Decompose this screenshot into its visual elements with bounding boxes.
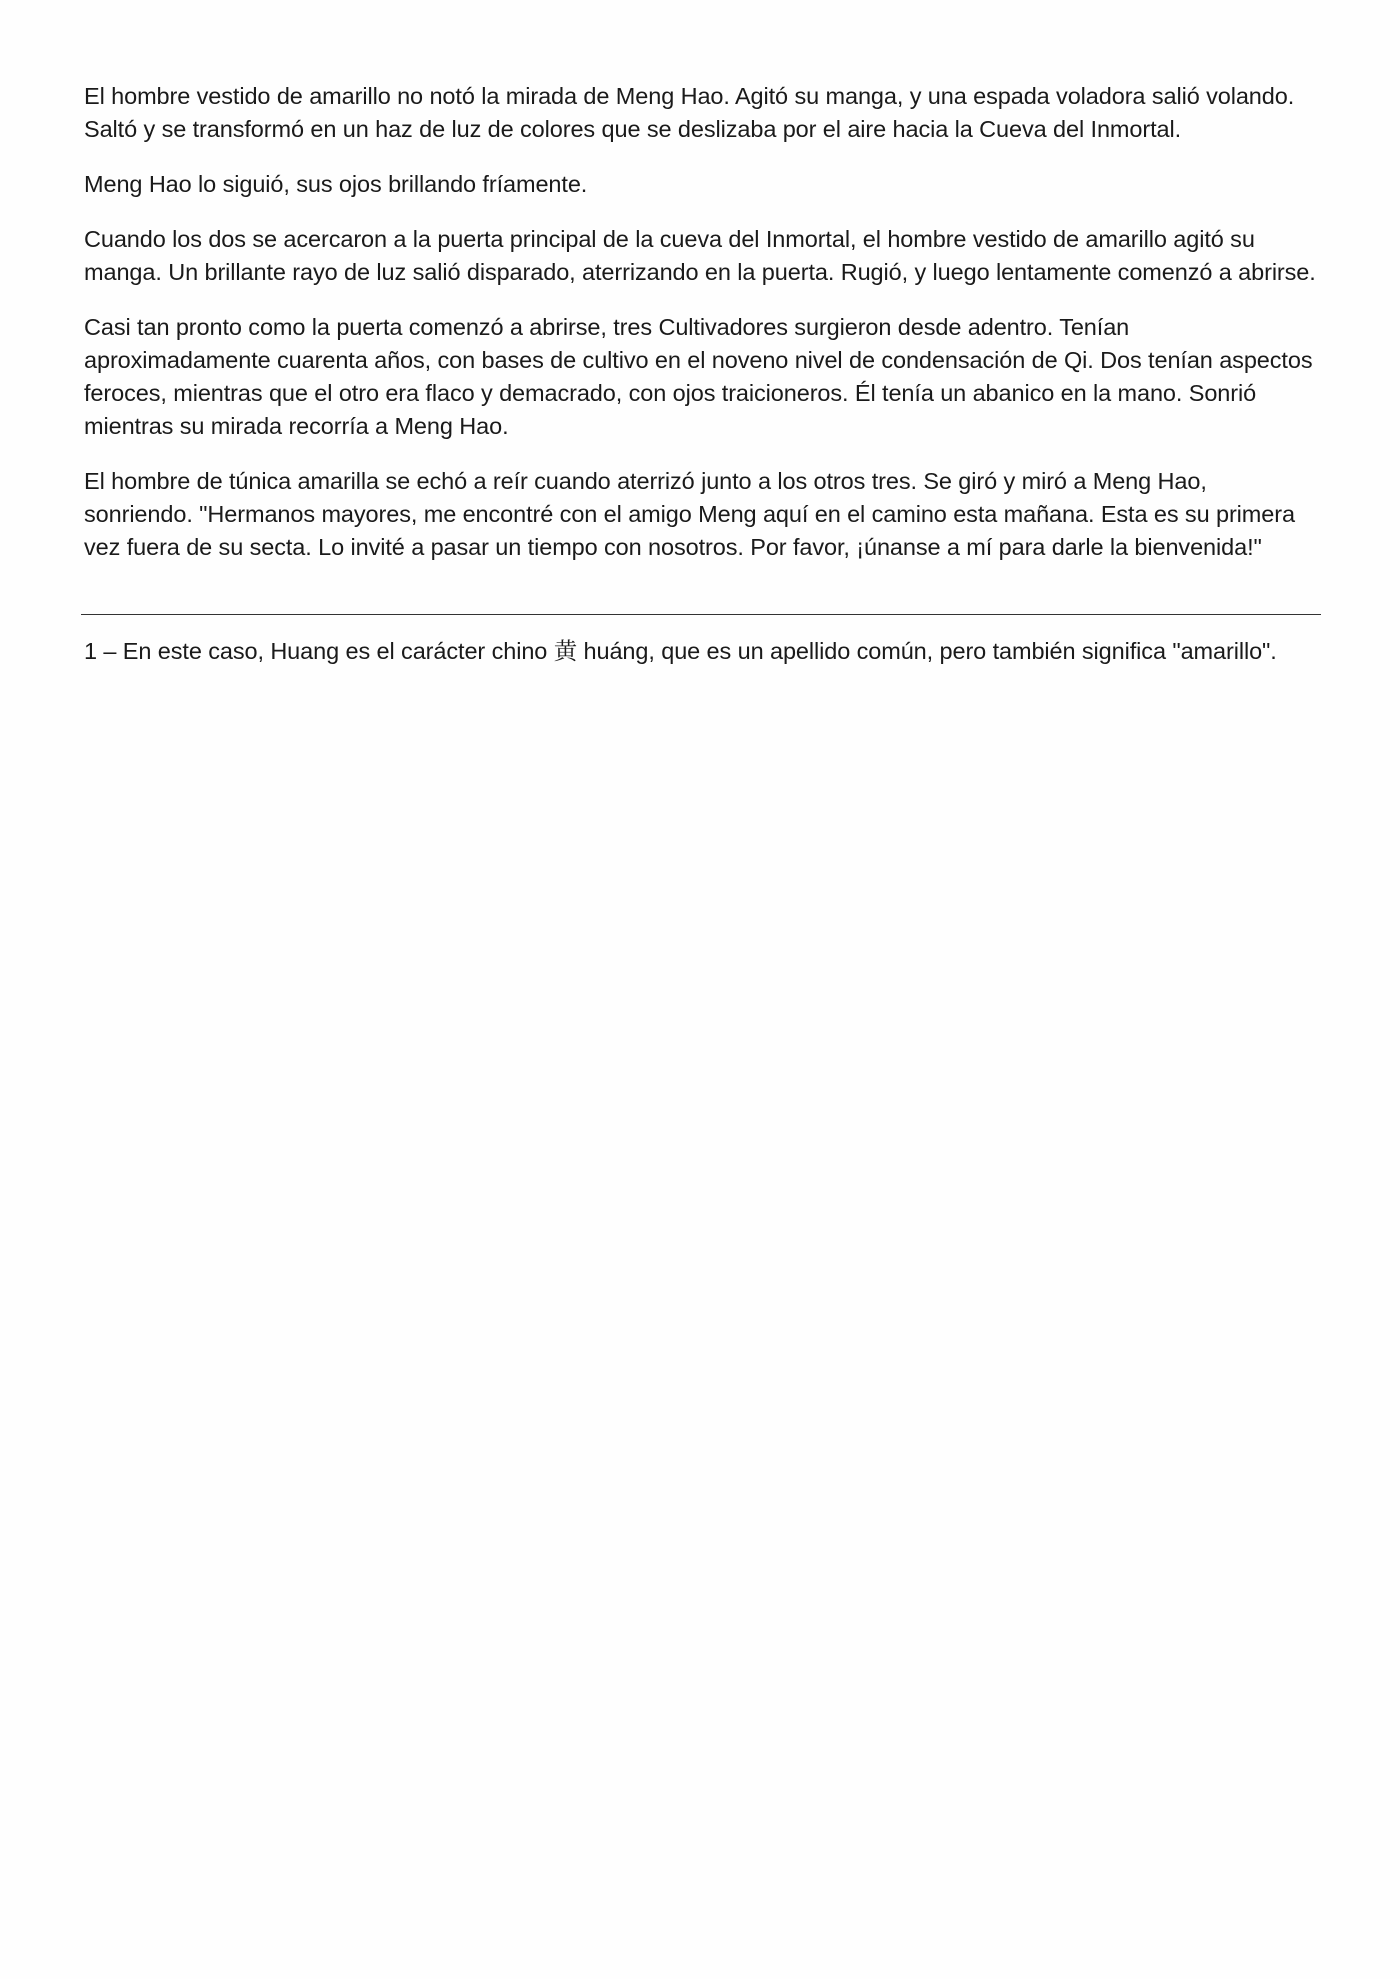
paragraph-5: El hombre de túnica amarilla se echó a reír cuando aterrizó junto a los otros tres. Se giró y miró a Meng Hao, sonriendo. "Hermanos mayores, me encontré con el amigo Meng aquí en el camino esta mañana. Esta es su primera vez fuera de su secta. Lo invité a pasar un tiempo con nosotros. Por favor, ¡únanse a mí para darle la bienvenida!": [84, 468, 1295, 560]
paragraph-2: Meng Hao lo siguió, sus ojos brillando fríamente.: [84, 171, 588, 197]
paragraph-1: El hombre vestido de amarillo no notó la mirada de Meng Hao. Agitó su manga, y una espada voladora salió volando. Saltó y se transformó en un haz de luz de colores que se deslizaba por el aire hacia la Cueva del Inmortal.: [84, 83, 1295, 142]
footnote-divider: [81, 614, 1321, 615]
document-page: [84, 80, 1320, 669]
footnote: 1 – En este caso, Huang es el carácter chino 黄 huáng, que es un apellido común, pero también significa "amarillo".: [84, 638, 1277, 664]
paragraph-4: Casi tan pronto como la puerta comenzó a abrirse, tres Cultivadores surgieron desde adentro. Tenían aproximadamente cuarenta años, con bases de cultivo en el noveno nivel de condensación de Qi. Dos tenían aspectos feroces, mientras que el otro era flaco y demacrado, con ojos traicioneros. Él tenía un abanico en la mano. Sonrió mientras su mirada recorría a Meng Hao.: [84, 314, 1313, 439]
paragraph-3: Cuando los dos se acercaron a la puerta principal de la cueva del Inmortal, el hombre vestido de amarillo agitó su manga. Un brillante rayo de luz salió disparado, aterrizando en la puerta. Rugió, y luego lentamente comenzó a abrirse.: [84, 226, 1316, 285]
